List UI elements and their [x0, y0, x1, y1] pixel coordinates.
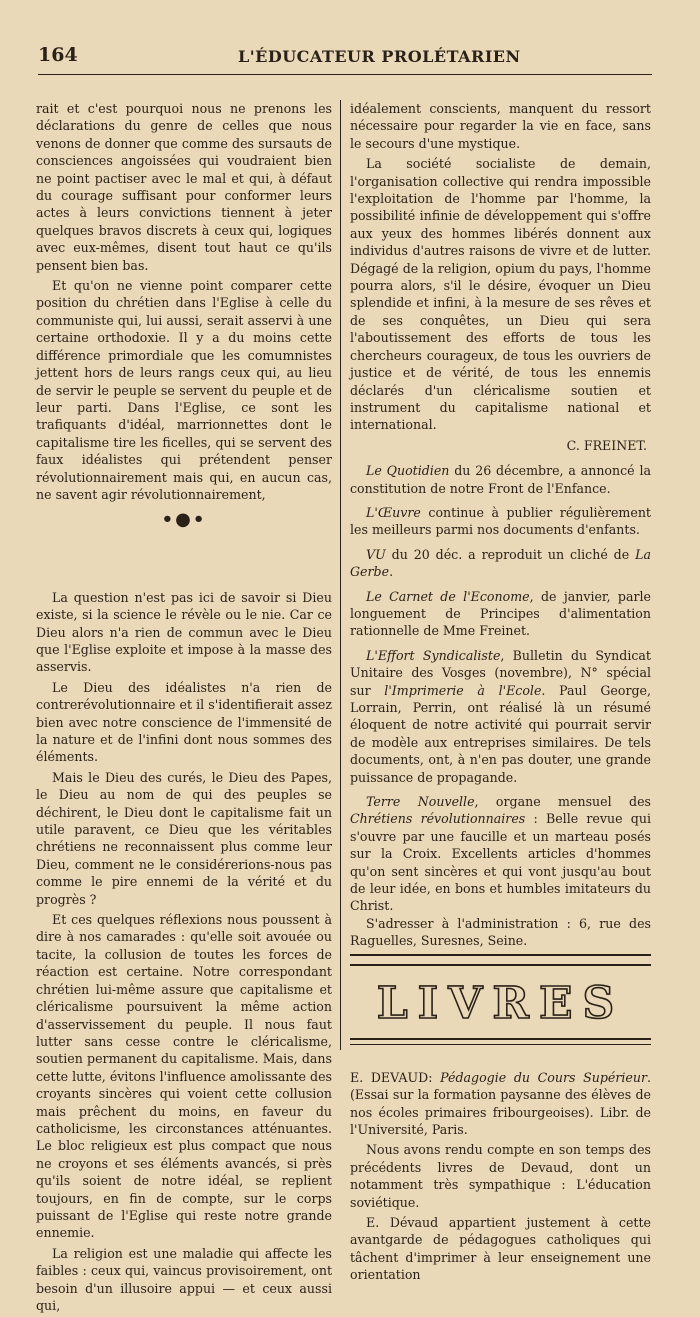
- notice: [350, 504, 651, 539]
- column-divider: [340, 100, 341, 1050]
- notice-title: L'Effort Syndicaliste: [366, 647, 501, 663]
- notice-text: , de janvier, parle longuement de Principes d'alimentation rationnelle de Mme Freinet.: [350, 588, 651, 639]
- notice: [350, 546, 651, 581]
- book-title: Pédagogie du Cours Supérieur: [440, 1069, 647, 1085]
- paragraph: rait et c'est pourquoi nous ne prenons les déclarations du genre de celles que nous venons de donner que comme des sursauts de consciences angoissées qui voudraient bien ne point pactiser avec le mal et qui, à défaut du courage suffisant pour conformer leurs actes à leurs convictions tiennent à jeter quelques bravos discrets à ceux qui, logiques avec eux-mêmes, disent tout haut ce qu'ils pensent bien bas.: [36, 101, 332, 273]
- notice-title: Le Quotidien: [366, 463, 450, 479]
- section-separator: •●•: [161, 509, 207, 531]
- paragraph: idéalement conscients, manquent du ressort nécessaire pour regarder la vie en face, sans le secours d'une mystique.: [350, 101, 651, 151]
- journal-title: L'ÉDUCATEUR PROLÉTARIEN: [238, 47, 521, 66]
- notice: [350, 647, 651, 786]
- book-review: E. DEVAUD: Pédagogie du Cours Supérieur. (Essai sur la formation paysanne des élèves de nos écoles primaires fribourgeoises). Libr. de l'Université, Paris. Nous avons rendu compte en son temps des précédents livres de Devaud, dont un notamment très sympathique : L'éducation soviétique. E. Dévaud appartient justement à cette avantgarde de pédagogues catholiques qui tâchent d'imprimer à leur enseignement une orientation: [350, 1069, 652, 1283]
- signature: C. FREINET.: [566, 437, 647, 453]
- paragraph: Le Dieu des idéalistes n'a rien de contrerévolutionnaire et il s'identifierait assez bien avec notre conscience de l'immensité de la nature et de l'infini dont nous sommes des éléments.: [36, 679, 332, 765]
- paragraph: La question n'est pas ici de savoir si Dieu existe, si la science le révèle ou le nie. Car ce Dieu alors n'a rien de commun avec le Dieu que l'Eglise exploite et impose à la masse des asservis.: [36, 589, 332, 675]
- paragraph: Et qu'on ne vienne point comparer cette position du chrétien dans l'Eglise à celle du communiste qui, lui aussi, serait asservi à une certaine orthodoxie. Il y a du moins cette différence primordiale que les comumnistes jettent hors de leurs rangs ceux qui, au lieu de servir le peuple se servent du peuple et de leur parti. Dans l'Eglise, ce sont les trafiquants d'idéal, marrionnettes dont le capitalisme tire les ficelles, qui se servent des faux idéalistes qui prétendent penser révolutionnairement mais qui, en aucun cas, ne savent agir révolutionnairement,: [36, 278, 332, 502]
- notice-text: du 26 décembre, a annoncé la constitution de notre Front de l'Enfance.: [350, 463, 651, 496]
- paragraph: E. Dévaud appartient justement à cette avantgarde de pédagogues catholiques qui tâchent d'imprimer à leur enseignement une orientation: [350, 1214, 651, 1283]
- paragraph: La religion est une maladie qui affecte les faibles : ceux qui, vaincus provisoirement, ont besoin d'un illusoire appui — et ceux aussi qui,: [36, 1245, 332, 1313]
- notice-title: Terre Nouvelle: [366, 794, 475, 810]
- left-column: [36, 100, 332, 1317]
- section-rule: [350, 1038, 651, 1045]
- notice: [350, 793, 651, 915]
- paragraph: Nous avons rendu compte en son temps des précédents livres de Devaud, dont un notamment très sympathique : L'éducation soviétique.: [350, 1142, 651, 1210]
- right-column: [350, 100, 651, 1287]
- paragraph: La société socialiste de demain, l'organisation collective qui rendra impossible l'exploitation de l'homme par l'homme, la possibilité infinie de développement qui s'offre aux yeux des hommes libérés donnent aux individus d'autres raisons de vivre et de lutter. Dégagé de la religion, opium du pays, l'homme pourra alors, s'il le désire, évoquer un Dieu splendide et infini, à la mesure de ses rêves et de ses conquêtes, un Dieu qui sera l'aboutissement des efforts de tous les chercheurs courageux, de tous les ouvriers de justice et de vérité, de tous les ennemis déclarés d'un cléricalisme soutien et instrument du capitalisme national et international.: [350, 156, 651, 433]
- paragraph: Et ces quelques réflexions nous poussent à dire à nos camarades : qu'elle soit avouée ou tacite, la collusion de toutes les forces de réaction est certaine. Notre correspondant chrétien lui-même assure que capitalisme et cléricalisme poursuivent la même action d'asservissement du peuple. Il nous faut lutter sans cesse contre le cléricalisme, soutien permanent du capitalisme. Mais, dans cette lutte, évitons l'influence amolissante des croyants sincères qui voient cette collusion mais prêchent du moins, en faveur du catholicisme, les circonstances atténuantes. Le bloc religieux est plus compact que nous ne croyons et ses éléments avancés, si près qu'ils soient de notre idéal, se replient toujours, en fin de compte, sur le corps puissant de l'Eglise qui reste notre grande ennemie.: [36, 912, 332, 1241]
- notice-title-2: Chrétiens révolutionnaires: [350, 811, 526, 827]
- page-number: 164: [38, 44, 78, 66]
- notice-title-2: l'Imprimerie à l'Ecole: [384, 682, 542, 698]
- section-title: LIVRES: [376, 977, 625, 1029]
- notice-title: Le Carnet de l'Econome: [366, 588, 530, 604]
- notice-title: L'Œuvre: [366, 504, 421, 520]
- notice-text-2: . Paul George, Lorrain, Perrin, ont réalisé là un résumé éloquent de notre activité qui pourrait servir de modèle aux entreprises similaires. De tels documents, ont, à n'en pas douter, une grande puissance de propagande.: [350, 682, 651, 785]
- notice-text-2: : Belle revue qui s'ouvre par une faucille et un marteau posés sur la Croix. Excellents articles d'hommes qu'on sent sincères et qui vont jusqu'au bout de leur idée, en bons et humbles imitateurs du Christ.: [350, 811, 651, 914]
- notice-text: continue à publier régulièrement les meilleurs parmi nos documents d'enfants.: [350, 504, 651, 538]
- notice-text: du 20 déc. a reproduit un cliché de: [385, 546, 636, 562]
- notice-text-2: .: [389, 564, 394, 580]
- page-header: [38, 44, 652, 75]
- book-details: . (Essai sur la formation paysanne des élèves de nos écoles primaires fribourgeoises). Libr. de l'Université, Paris.: [350, 1069, 652, 1137]
- book-author: E. DEVAUD: [350, 1069, 429, 1085]
- paragraph: Mais le Dieu des curés, le Dieu des Papes, le Dieu au nom de qui des peuples se déchirent, le Dieu dont le capitalisme fait un utile paravent, ce Dieu que les véritables chrétiens ne reconnaissent plus comme leur Dieu, comment ne le considérerions-nous pas comme le pire ennemi de la vérité et du progrès ?: [36, 769, 332, 907]
- notice-text: , Bulletin du Syndicat Unitaire des Vosges (novembre), N° spécial sur: [350, 647, 651, 698]
- notice-text: , organe mensuel des: [474, 794, 651, 810]
- notice-title-2: La Gerbe: [350, 546, 651, 580]
- address: S'adresser à l'administration : 6, rue des Raguelles, Suresnes, Seine.: [350, 915, 651, 949]
- section-rule: [350, 954, 651, 966]
- notice-title: VU: [366, 546, 386, 562]
- notice: [350, 588, 651, 640]
- notice: [350, 462, 651, 497]
